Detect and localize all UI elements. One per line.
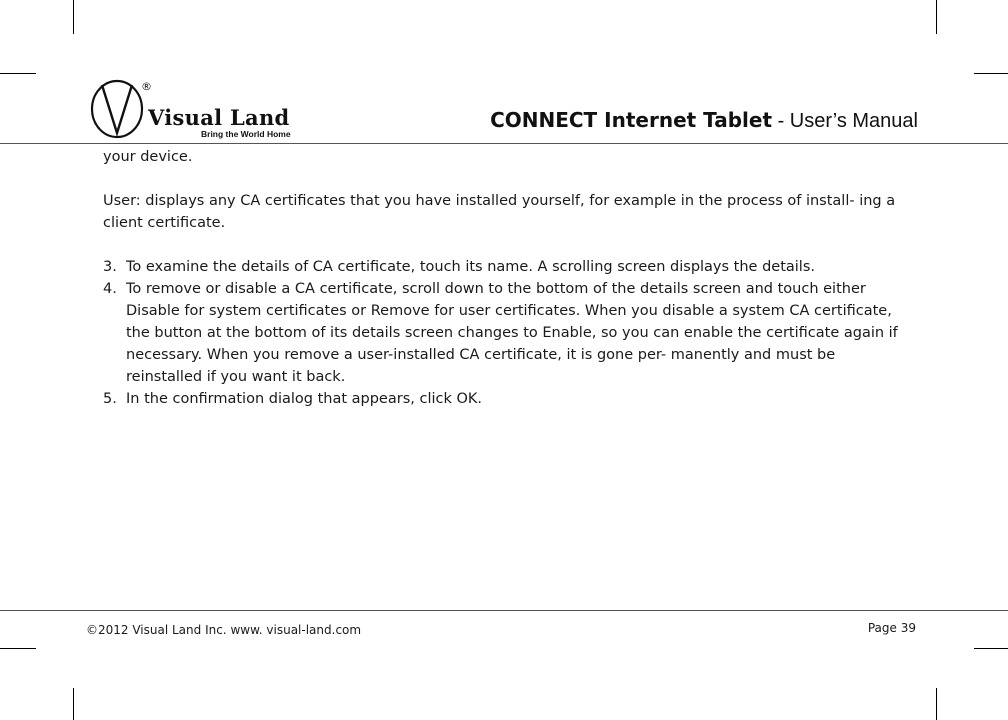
- crop-mark: [936, 0, 937, 34]
- crop-mark: [974, 648, 1008, 649]
- page-number: Page 39: [867, 621, 916, 635]
- crop-mark: [73, 0, 74, 34]
- brand-name: Visual Land: [148, 105, 290, 130]
- step-number: 4.: [103, 281, 117, 297]
- product-name: CONNECT Internet Tablet: [490, 108, 773, 132]
- visual-land-logo: [88, 76, 298, 142]
- crop-mark: [974, 73, 1008, 74]
- steps-list: [103, 256, 915, 410]
- list-item: [103, 256, 915, 278]
- list-item: [103, 278, 915, 388]
- header-divider: [0, 143, 1008, 144]
- registered-mark: ®: [141, 80, 152, 93]
- crop-mark: [73, 688, 74, 720]
- step-number: 3.: [103, 259, 117, 275]
- step-number: 5.: [103, 391, 117, 407]
- paragraph-gap: [103, 234, 915, 256]
- list-item: [103, 388, 915, 410]
- step-text: To remove or disable a CA certificate, scroll down to the bottom of the details screen and touch either Disable for system certificates or Remove for user certificates. When you disable a system CA certificate, the button at the bottom of its details screen changes to Enable, so you can enable the certificate again if necessary. When you remove a user-installed CA certificate, it is gone per- manently and must be reinstalled if you want it back.: [126, 281, 898, 385]
- footer-divider: [0, 610, 1008, 611]
- step-text: In the confirmation dialog that appears, click OK.: [126, 391, 483, 407]
- paragraph-gap: [103, 168, 915, 190]
- step-text: To examine the details of CA certificate, touch its name. A scrolling screen displays the details.: [126, 259, 815, 275]
- brand-tagline: Bring the World Home: [201, 129, 291, 139]
- crop-mark: [936, 688, 937, 720]
- v-circle-logo-icon: [88, 76, 148, 142]
- user-certificates-paragraph: User: displays any CA certificates that you have installed yourself, for example in the process of install- ing a client certificate.: [103, 193, 896, 231]
- crop-mark: [0, 73, 36, 74]
- page-content: [103, 146, 915, 410]
- copyright-notice: ©2012 Visual Land Inc. www. visual-land.com: [86, 623, 362, 637]
- continuation-text: your device.: [103, 149, 193, 165]
- manual-label: - User’s Manual: [772, 110, 918, 132]
- document-title: [490, 108, 918, 133]
- crop-mark: [0, 648, 36, 649]
